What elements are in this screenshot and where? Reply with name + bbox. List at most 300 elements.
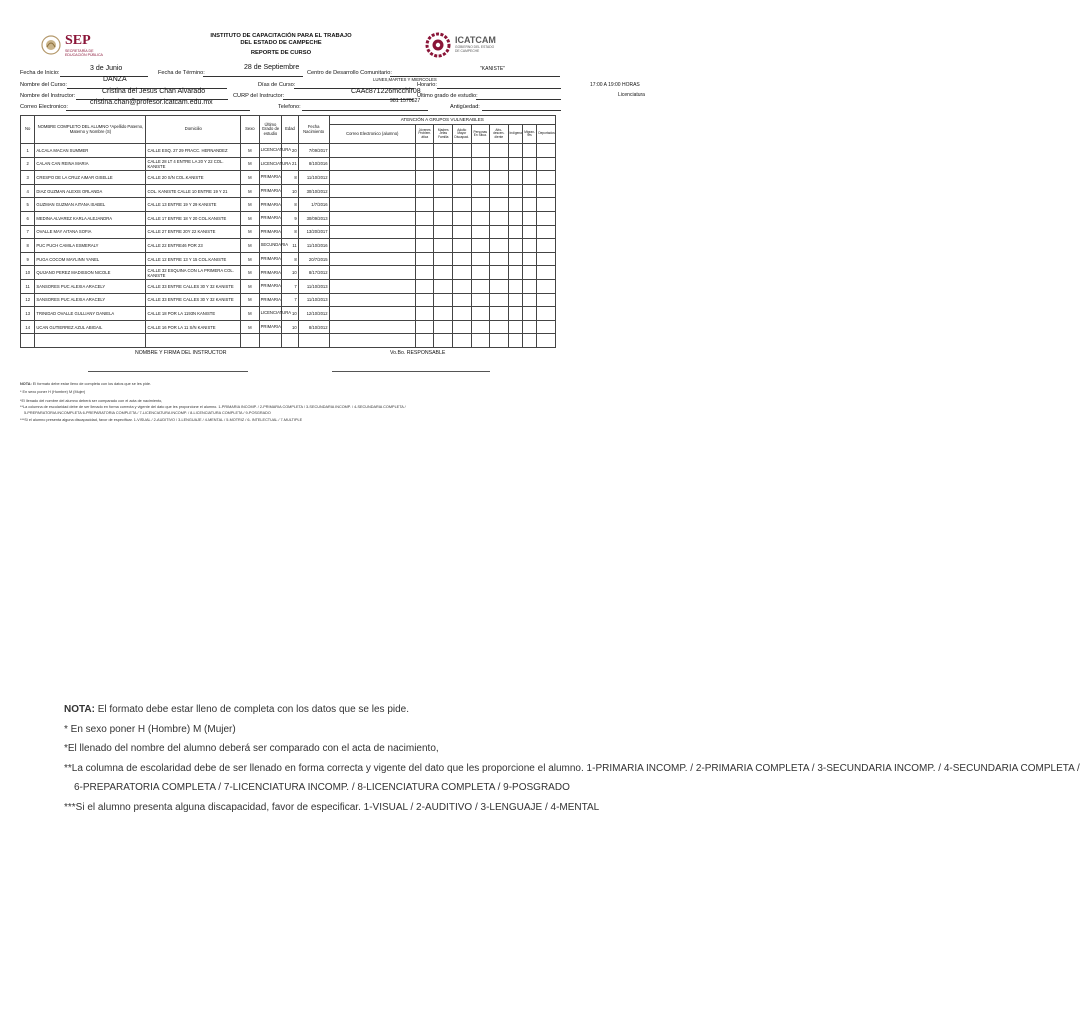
cell-domicilio[interactable]: CALLE 17 ENTRE 18 Y 20 COL.KANISTE <box>146 211 241 225</box>
table-row <box>21 171 556 185</box>
col-header-nombre: NOMBRE COMPLETO DEL ALUMNO *Apellido Paterno, Materno y Nombre (S) <box>35 116 146 144</box>
cell-fecha[interactable]: 8/10/2012 <box>298 320 329 334</box>
cell-no[interactable]: 1 <box>21 144 35 158</box>
antiguedad-field[interactable] <box>482 103 561 111</box>
cell-vulnerable[interactable] <box>490 266 509 280</box>
cell-vulnerable[interactable] <box>453 293 472 307</box>
cell-vulnerable[interactable] <box>434 144 453 158</box>
cell-vulnerable[interactable] <box>471 211 490 225</box>
cell-vulnerable[interactable] <box>415 211 434 225</box>
col-header-edad: Edad <box>282 116 298 144</box>
cell-grado[interactable] <box>259 334 282 348</box>
cell-vulnerable[interactable] <box>415 144 434 158</box>
cell-no[interactable]: 10 <box>21 266 35 280</box>
cell-nombre[interactable]: UCAN GUTIERREZ AZUL ABIGAIL <box>35 320 146 334</box>
note-text-1: El formato debe estar lleno de completa con los datos que se les pide. <box>31 382 152 386</box>
cell-vulnerable[interactable] <box>537 307 556 321</box>
cell-correo[interactable] <box>329 279 415 293</box>
note-text-2: * En sexo poner H (Hombre) M (Mujer) <box>20 390 86 395</box>
cell-fecha[interactable]: 7/09/2017 <box>298 144 329 158</box>
col-header-vulnerable: Migran- tes <box>522 125 536 144</box>
cell-grado[interactable]: PRIMARIA <box>259 211 282 225</box>
cell-vulnerable[interactable] <box>537 252 556 266</box>
cell-vulnerable[interactable] <box>522 144 536 158</box>
cell-edad[interactable]: 8 <box>282 252 298 266</box>
cell-nombre[interactable]: SANSORES PUC ALEXIA ARACELY <box>35 293 146 307</box>
cell-vulnerable[interactable] <box>490 239 509 253</box>
cell-sexo[interactable]: M <box>241 252 260 266</box>
cell-no[interactable] <box>21 334 35 348</box>
cell-grado[interactable]: LICENCIATURA <box>259 144 282 158</box>
cell-vulnerable[interactable] <box>522 252 536 266</box>
cell-vulnerable[interactable] <box>490 171 509 185</box>
cell-vulnerable[interactable] <box>434 266 453 280</box>
table-row <box>21 334 556 348</box>
cell-vulnerable[interactable] <box>508 157 522 171</box>
cell-vulnerable[interactable] <box>537 184 556 198</box>
fecha-inicio-value: 3 de Junio <box>90 65 123 72</box>
cell-vulnerable[interactable] <box>490 293 509 307</box>
col-header-vulnerable: Deportados <box>537 125 556 144</box>
cell-domicilio[interactable]: CALLE 27 ENTRE 20Y 22 KANISTE <box>146 225 241 239</box>
cell-correo[interactable] <box>329 239 415 253</box>
cell-vulnerable[interactable] <box>522 184 536 198</box>
cell-vulnerable[interactable] <box>508 239 522 253</box>
telefono-field[interactable] <box>302 103 428 111</box>
cell-vulnerable[interactable] <box>453 334 472 348</box>
cell-vulnerable[interactable] <box>434 211 453 225</box>
cell-vulnerable[interactable] <box>471 239 490 253</box>
cell-domicilio[interactable]: CALLE 33 ENTRE CALLES 30 Y 32 KANISTE <box>146 279 241 293</box>
cell-vulnerable[interactable] <box>471 198 490 212</box>
cell-nombre[interactable]: CALAN CAN REINA MARIA <box>35 157 146 171</box>
cell-grado[interactable]: PRIMARIA <box>259 198 282 212</box>
cell-vulnerable[interactable] <box>453 144 472 158</box>
cell-vulnerable[interactable] <box>522 334 536 348</box>
cell-correo[interactable] <box>329 266 415 280</box>
cell-vulnerable[interactable] <box>453 320 472 334</box>
cell-grado[interactable]: PRIMARIA <box>259 293 282 307</box>
cell-vulnerable[interactable] <box>471 184 490 198</box>
cell-domicilio[interactable] <box>146 334 241 348</box>
cell-no[interactable]: 2 <box>21 157 35 171</box>
cell-vulnerable[interactable] <box>537 334 556 348</box>
cell-vulnerable[interactable] <box>537 320 556 334</box>
cell-domicilio[interactable]: CALLE ESQ. 27 29 FRACC. HERNANDEZ <box>146 144 241 158</box>
cell-vulnerable[interactable] <box>453 279 472 293</box>
cell-grado[interactable]: LICENCIATURA <box>259 307 282 321</box>
cell-fecha[interactable]: 1/7/2016 <box>298 198 329 212</box>
cell-correo[interactable] <box>329 252 415 266</box>
cell-vulnerable[interactable] <box>508 307 522 321</box>
cell-sexo[interactable]: M <box>241 225 260 239</box>
cell-vulnerable[interactable] <box>415 157 434 171</box>
cell-vulnerable[interactable] <box>537 279 556 293</box>
cell-vulnerable[interactable] <box>537 171 556 185</box>
cell-fecha[interactable]: 20/7/2015 <box>298 252 329 266</box>
cell-vulnerable[interactable] <box>415 184 434 198</box>
cell-vulnerable[interactable] <box>453 157 472 171</box>
cell-grado[interactable]: PRIMARIA <box>259 184 282 198</box>
cell-vulnerable[interactable] <box>522 157 536 171</box>
cell-no[interactable]: 11 <box>21 279 35 293</box>
cell-correo[interactable] <box>329 198 415 212</box>
cell-vulnerable[interactable] <box>434 320 453 334</box>
cell-edad[interactable]: 8 <box>282 198 298 212</box>
table-row <box>21 320 556 334</box>
note-text-4: **La columna de escolaridad debe de ser llenado en forma correcta y vigente del dato que les proporcione el alumno. 1-PRIMARIA INCOMP. / 2-PRIMARIA COMPLETA / 3-SECUNDARIA INCOMP. / 4-SECUNDARIA COMPLETA / <box>20 404 406 409</box>
note-text-1-zoomed: El formato debe estar lleno de completa con los datos que se les pide. <box>94 704 409 715</box>
cell-vulnerable[interactable] <box>490 157 509 171</box>
cell-vulnerable[interactable] <box>490 184 509 198</box>
cell-domicilio[interactable]: CALLE 12 ENTRE 13 Y 15 COL.KANISTE <box>146 252 241 266</box>
cell-vulnerable[interactable] <box>537 198 556 212</box>
report-title: REPORTE DE CURSO <box>250 50 312 57</box>
cell-vulnerable[interactable] <box>522 211 536 225</box>
cell-vulnerable[interactable] <box>471 225 490 239</box>
cell-vulnerable[interactable] <box>508 320 522 334</box>
cell-sexo[interactable]: M <box>241 279 260 293</box>
cell-edad[interactable] <box>282 334 298 348</box>
cell-vulnerable[interactable] <box>490 307 509 321</box>
horario-field[interactable] <box>437 81 561 89</box>
col-header-fecha: Fecha Nacimiento <box>298 116 329 144</box>
cell-domicilio[interactable]: CALLE 22 ENTRE46 POR 23 <box>146 239 241 253</box>
cell-edad[interactable]: 11 <box>282 239 298 253</box>
cell-sexo[interactable]: M <box>241 211 260 225</box>
cell-vulnerable[interactable] <box>415 252 434 266</box>
horario-label: Horario: <box>417 82 437 88</box>
cell-edad[interactable]: 8 <box>282 171 298 185</box>
cell-vulnerable[interactable] <box>453 225 472 239</box>
cell-vulnerable[interactable] <box>471 144 490 158</box>
cell-sexo[interactable]: M <box>241 293 260 307</box>
cell-vulnerable[interactable] <box>537 211 556 225</box>
cell-vulnerable[interactable] <box>434 225 453 239</box>
cell-no[interactable]: 6 <box>21 211 35 225</box>
cell-vulnerable[interactable] <box>434 279 453 293</box>
cell-grado[interactable]: SECUNDARIA <box>259 239 282 253</box>
cell-vulnerable[interactable] <box>508 252 522 266</box>
cell-domicilio[interactable]: CALLE 33 ENTRE CALLES 30 Y 32 KANISTE <box>146 293 241 307</box>
cell-vulnerable[interactable] <box>434 252 453 266</box>
note-text-2-zoomed: * En sexo poner H (Hombre) M (Mujer) <box>64 723 236 735</box>
cell-vulnerable[interactable] <box>471 279 490 293</box>
cell-sexo[interactable]: M <box>241 144 260 158</box>
students-table <box>20 115 556 348</box>
cell-domicilio[interactable]: COL. KANISTE CALLE 10 ENTRE 19 Y 21 <box>146 184 241 198</box>
cell-vulnerable[interactable] <box>471 320 490 334</box>
cell-vulnerable[interactable] <box>415 198 434 212</box>
cell-correo[interactable] <box>329 307 415 321</box>
cell-vulnerable[interactable] <box>434 239 453 253</box>
cell-sexo[interactable]: M <box>241 171 260 185</box>
cell-fecha[interactable]: 8/17/2012 <box>298 266 329 280</box>
cell-vulnerable[interactable] <box>508 225 522 239</box>
cell-nombre[interactable]: SANSORES PUC ALEXIA ARACELY <box>35 279 146 293</box>
cell-vulnerable[interactable] <box>471 334 490 348</box>
ultimo-grado-label: Último grado de estudio: <box>417 93 478 99</box>
cell-correo[interactable] <box>329 334 415 348</box>
cell-vulnerable[interactable] <box>453 252 472 266</box>
institution-line-1: INSTITUTO DE CAPACITACIÓN PARA EL TRABAJO <box>210 33 352 39</box>
cell-nombre[interactable]: CRESPO DE LA CRUZ AIMAR GISELLE <box>35 171 146 185</box>
cell-no[interactable]: 4 <box>21 184 35 198</box>
ultimo-grado-field[interactable] <box>476 92 561 100</box>
cell-domicilio[interactable]: CALLE 28 LT 4 ENTRE LA 20 Y 22 COL. KANISTE <box>146 157 241 171</box>
cell-fecha[interactable]: 30/09/2013 <box>298 211 329 225</box>
cell-vulnerable[interactable] <box>415 307 434 321</box>
note-text-6: ***Si el alumno presenta alguna discapacidad, favor de especificar. 1-VISUAL / 2-AUDITIVO / 3-LENGUAJE / 4-MENTAL / 5-MOTRIZ / 6- INTELECTUAL / 7-MULTIPLE <box>20 417 303 422</box>
cell-vulnerable[interactable] <box>434 198 453 212</box>
cell-vulnerable[interactable] <box>508 171 522 185</box>
cell-fecha[interactable]: 30/10/2012 <box>298 184 329 198</box>
cell-vulnerable[interactable] <box>471 307 490 321</box>
cell-edad[interactable]: 21 <box>282 157 298 171</box>
cell-vulnerable[interactable] <box>522 239 536 253</box>
cell-sexo[interactable]: M <box>241 184 260 198</box>
note-text-5: 5-PREPARATORIA INCOMPLETA 6-PREPARATORIA COMPLETA / 7-LICENCIATURA INCOMP. / 8-LICENCIATURA COMPLETA / 9-POSGRADO <box>24 410 271 415</box>
cell-correo[interactable] <box>329 157 415 171</box>
cell-vulnerable[interactable] <box>415 239 434 253</box>
cell-sexo[interactable]: M <box>241 198 260 212</box>
cell-no[interactable]: 13 <box>21 307 35 321</box>
cell-vulnerable[interactable] <box>490 225 509 239</box>
cell-domicilio[interactable]: CALLE 16 POR LA 11 S/N KANISTE <box>146 320 241 334</box>
cell-nombre[interactable]: PUGA COCOM MAYLINN YANEL <box>35 252 146 266</box>
cell-no[interactable]: 5 <box>21 198 35 212</box>
cell-edad[interactable]: 10 <box>282 184 298 198</box>
cell-vulnerable[interactable] <box>453 184 472 198</box>
cell-edad[interactable]: 9 <box>282 211 298 225</box>
col-header-correo: Correo Electronico (alumno) <box>329 125 415 144</box>
cell-edad[interactable]: 8 <box>282 225 298 239</box>
cell-vulnerable[interactable] <box>453 211 472 225</box>
cell-vulnerable[interactable] <box>415 334 434 348</box>
antiguedad-label: Antigüedad: <box>450 104 480 110</box>
cell-grado[interactable]: LICENCIATURA <box>259 157 282 171</box>
instructor-label: Nombre del Instructor: <box>20 93 76 99</box>
cell-correo[interactable] <box>329 144 415 158</box>
cell-vulnerable[interactable] <box>471 252 490 266</box>
cell-vulnerable[interactable] <box>522 320 536 334</box>
cell-fecha[interactable] <box>298 334 329 348</box>
cell-vulnerable[interactable] <box>508 198 522 212</box>
cell-vulnerable[interactable] <box>490 334 509 348</box>
cell-grado[interactable]: PRIMARIA <box>259 279 282 293</box>
cell-grado[interactable]: PRIMARIA <box>259 171 282 185</box>
col-header-vulnerable: Adulto Mayor Discapaci. <box>453 125 472 144</box>
cell-edad[interactable]: 20 <box>282 144 298 158</box>
cell-no[interactable]: 14 <box>21 320 35 334</box>
cell-grado[interactable]: PRIMARIA <box>259 266 282 280</box>
cell-correo[interactable] <box>329 171 415 185</box>
correo-value: cristina.chan@profesor.icatcam.edu.mx <box>90 99 213 106</box>
mexico-coat-of-arms-icon <box>40 33 62 57</box>
cell-vulnerable[interactable] <box>508 184 522 198</box>
cell-vulnerable[interactable] <box>537 239 556 253</box>
cell-sexo[interactable] <box>241 334 260 348</box>
ultimo-grado-value: Licenciatura <box>618 92 645 98</box>
table-row <box>21 266 556 280</box>
cell-nombre[interactable]: OVALLE MAY AITANA SOFIA <box>35 225 146 239</box>
cell-no[interactable]: 12 <box>21 293 35 307</box>
cell-vulnerable[interactable] <box>490 279 509 293</box>
cell-vulnerable[interactable] <box>522 279 536 293</box>
cell-vulnerable[interactable] <box>537 157 556 171</box>
table-row <box>21 184 556 198</box>
cell-nombre[interactable]: QUIJANO PEREZ MADISSON NICOLE <box>35 266 146 280</box>
cell-edad[interactable]: 7 <box>282 293 298 307</box>
telefono-value: 981 1570827 <box>390 98 421 104</box>
cell-vulnerable[interactable] <box>490 198 509 212</box>
cell-vulnerable[interactable] <box>522 307 536 321</box>
nota-label-zoomed: NOTA: <box>64 704 95 715</box>
cell-fecha[interactable]: 13/20/2017 <box>298 225 329 239</box>
cell-nombre[interactable]: PUC PUCH CAMILA ESMERALY <box>35 239 146 253</box>
cell-no[interactable]: 8 <box>21 239 35 253</box>
centro-label: Centro de Desarrollo Comunitario: <box>307 70 392 76</box>
cell-nombre[interactable] <box>35 334 146 348</box>
table-row <box>21 239 556 253</box>
horario-value: 17:00 A 19:00 HORAS <box>590 82 640 88</box>
cell-vulnerable[interactable] <box>453 239 472 253</box>
cell-sexo[interactable]: M <box>241 239 260 253</box>
cell-fecha[interactable]: 11/10/2012 <box>298 171 329 185</box>
col-header-grado: Último Grado de estudio <box>259 116 282 144</box>
cell-fecha[interactable]: 11/10/2013 <box>298 293 329 307</box>
cell-vulnerable[interactable] <box>490 252 509 266</box>
cell-nombre[interactable]: MEDINA ALVAREZ KARLA ALEJANDRA <box>35 211 146 225</box>
col-header-domicilio: Domicilio <box>146 116 241 144</box>
cell-domicilio[interactable]: CALLE 13 ENTRE 19 Y 29 KANISTE <box>146 198 241 212</box>
cell-vulnerable[interactable] <box>415 225 434 239</box>
cell-vulnerable[interactable] <box>490 320 509 334</box>
cell-vulnerable[interactable] <box>415 320 434 334</box>
cell-sexo[interactable]: M <box>241 320 260 334</box>
cell-nombre[interactable]: DIAZ GUZMAN ALEXIS ORLANDA <box>35 184 146 198</box>
cell-sexo[interactable]: M <box>241 307 260 321</box>
cell-vulnerable[interactable] <box>453 171 472 185</box>
cell-vulnerable[interactable] <box>508 279 522 293</box>
icatcam-logo <box>425 32 515 60</box>
cell-vulnerable[interactable] <box>537 225 556 239</box>
cell-vulnerable[interactable] <box>508 211 522 225</box>
cell-fecha[interactable]: 11/10/2013 <box>298 279 329 293</box>
responsable-signature-line[interactable] <box>332 371 490 372</box>
cell-vulnerable[interactable] <box>537 293 556 307</box>
cell-grado[interactable]: PRIMARIA <box>259 320 282 334</box>
cell-nombre[interactable]: TRINIDAD OVALLE GULLIANY DANIELA <box>35 307 146 321</box>
cell-vulnerable[interactable] <box>490 211 509 225</box>
table-row <box>21 157 556 171</box>
cell-edad[interactable]: 10 <box>282 307 298 321</box>
cell-vulnerable[interactable] <box>434 171 453 185</box>
cell-domicilio[interactable]: CALLE 18 POR LA 1193N KANISTE <box>146 307 241 321</box>
cell-vulnerable[interactable] <box>490 144 509 158</box>
cell-vulnerable[interactable] <box>434 307 453 321</box>
cell-vulnerable[interactable] <box>434 334 453 348</box>
cell-vulnerable[interactable] <box>522 266 536 280</box>
nombre-curso-value: DANZA <box>103 76 127 83</box>
cell-edad[interactable]: 10 <box>282 266 298 280</box>
cell-vulnerable[interactable] <box>434 184 453 198</box>
instructor-signature-line[interactable] <box>88 371 248 372</box>
cell-no[interactable]: 9 <box>21 252 35 266</box>
cell-vulnerable[interactable] <box>522 198 536 212</box>
cell-vulnerable[interactable] <box>522 225 536 239</box>
cell-fecha[interactable]: 11/10/2016 <box>298 239 329 253</box>
cell-nombre[interactable]: ALCALA MACAN SUMMER <box>35 144 146 158</box>
cell-nombre[interactable]: GUZMAN GUZMAN AITANA ISABEL <box>35 198 146 212</box>
cell-correo[interactable] <box>329 211 415 225</box>
col-header-vulnerable: Afro-descen- diente <box>490 125 509 144</box>
cell-vulnerable[interactable] <box>434 157 453 171</box>
note-text-3: *El llenado del nombre del alumno deberá ser comparado con el acta de nacimiento, <box>20 398 163 403</box>
cell-vulnerable[interactable] <box>471 293 490 307</box>
cell-no[interactable]: 7 <box>21 225 35 239</box>
correo-label: Correo Electronico: <box>20 104 68 110</box>
cell-vulnerable[interactable] <box>508 144 522 158</box>
cell-fecha[interactable]: 8/10/2016 <box>298 157 329 171</box>
dias-curso-label: Días de Curso: <box>258 82 296 88</box>
cell-no[interactable]: 3 <box>21 171 35 185</box>
cell-vulnerable[interactable] <box>471 266 490 280</box>
cell-sexo[interactable]: M <box>241 157 260 171</box>
cell-vulnerable[interactable] <box>522 171 536 185</box>
cell-vulnerable[interactable] <box>415 293 434 307</box>
cell-grado[interactable]: PRIMARIA <box>259 225 282 239</box>
table-row <box>21 293 556 307</box>
nota-label: NOTA: <box>20 382 32 386</box>
cell-vulnerable[interactable] <box>471 157 490 171</box>
cell-vulnerable[interactable] <box>537 266 556 280</box>
cell-grado[interactable]: PRIMARIA <box>259 252 282 266</box>
cell-vulnerable[interactable] <box>434 293 453 307</box>
cell-domicilio[interactable]: CALLE 20 S/N COL.KANISTE <box>146 171 241 185</box>
cell-vulnerable[interactable] <box>537 144 556 158</box>
note-text-6-zoomed: ***Si el alumno presenta alguna discapacidad, favor de especificar. 1-VISUAL / 2-AUDITIVO / 3-LENGUAJE / 4-MENTAL <box>64 801 600 813</box>
instructor-value: Cristina del Jesus Chan Alvarado <box>102 88 206 95</box>
cell-vulnerable[interactable] <box>508 293 522 307</box>
nombre-curso-label: Nombre del Curso: <box>20 82 67 88</box>
cell-vulnerable[interactable] <box>415 266 434 280</box>
col-header-sexo: Sexo <box>241 116 260 144</box>
fecha-inicio-label: Fecha de Inicio: <box>20 70 60 76</box>
cell-sexo[interactable]: M <box>241 266 260 280</box>
cell-vulnerable[interactable] <box>453 198 472 212</box>
cell-fecha[interactable]: 12/10/2012 <box>298 307 329 321</box>
cell-vulnerable[interactable] <box>522 293 536 307</box>
cell-correo[interactable] <box>329 293 415 307</box>
cell-vulnerable[interactable] <box>453 266 472 280</box>
cell-vulnerable[interactable] <box>415 171 434 185</box>
cell-vulnerable[interactable] <box>508 334 522 348</box>
cell-vulnerable[interactable] <box>453 307 472 321</box>
cell-vulnerable[interactable] <box>471 171 490 185</box>
col-header-vulnerable: Indígena <box>508 125 522 144</box>
cell-correo[interactable] <box>329 320 415 334</box>
cell-correo[interactable] <box>329 184 415 198</box>
cell-edad[interactable]: 7 <box>282 279 298 293</box>
cell-edad[interactable]: 10 <box>282 320 298 334</box>
cell-domicilio[interactable]: CALLE 32 ESQUINA CON LA PRIMERA COL. KANISTE <box>146 266 241 280</box>
cell-correo[interactable] <box>329 225 415 239</box>
centro-field[interactable] <box>390 69 560 77</box>
col-header-vulnerable: Jóvenes Problem. ática <box>415 125 434 144</box>
cell-vulnerable[interactable] <box>415 279 434 293</box>
cell-vulnerable[interactable] <box>508 266 522 280</box>
